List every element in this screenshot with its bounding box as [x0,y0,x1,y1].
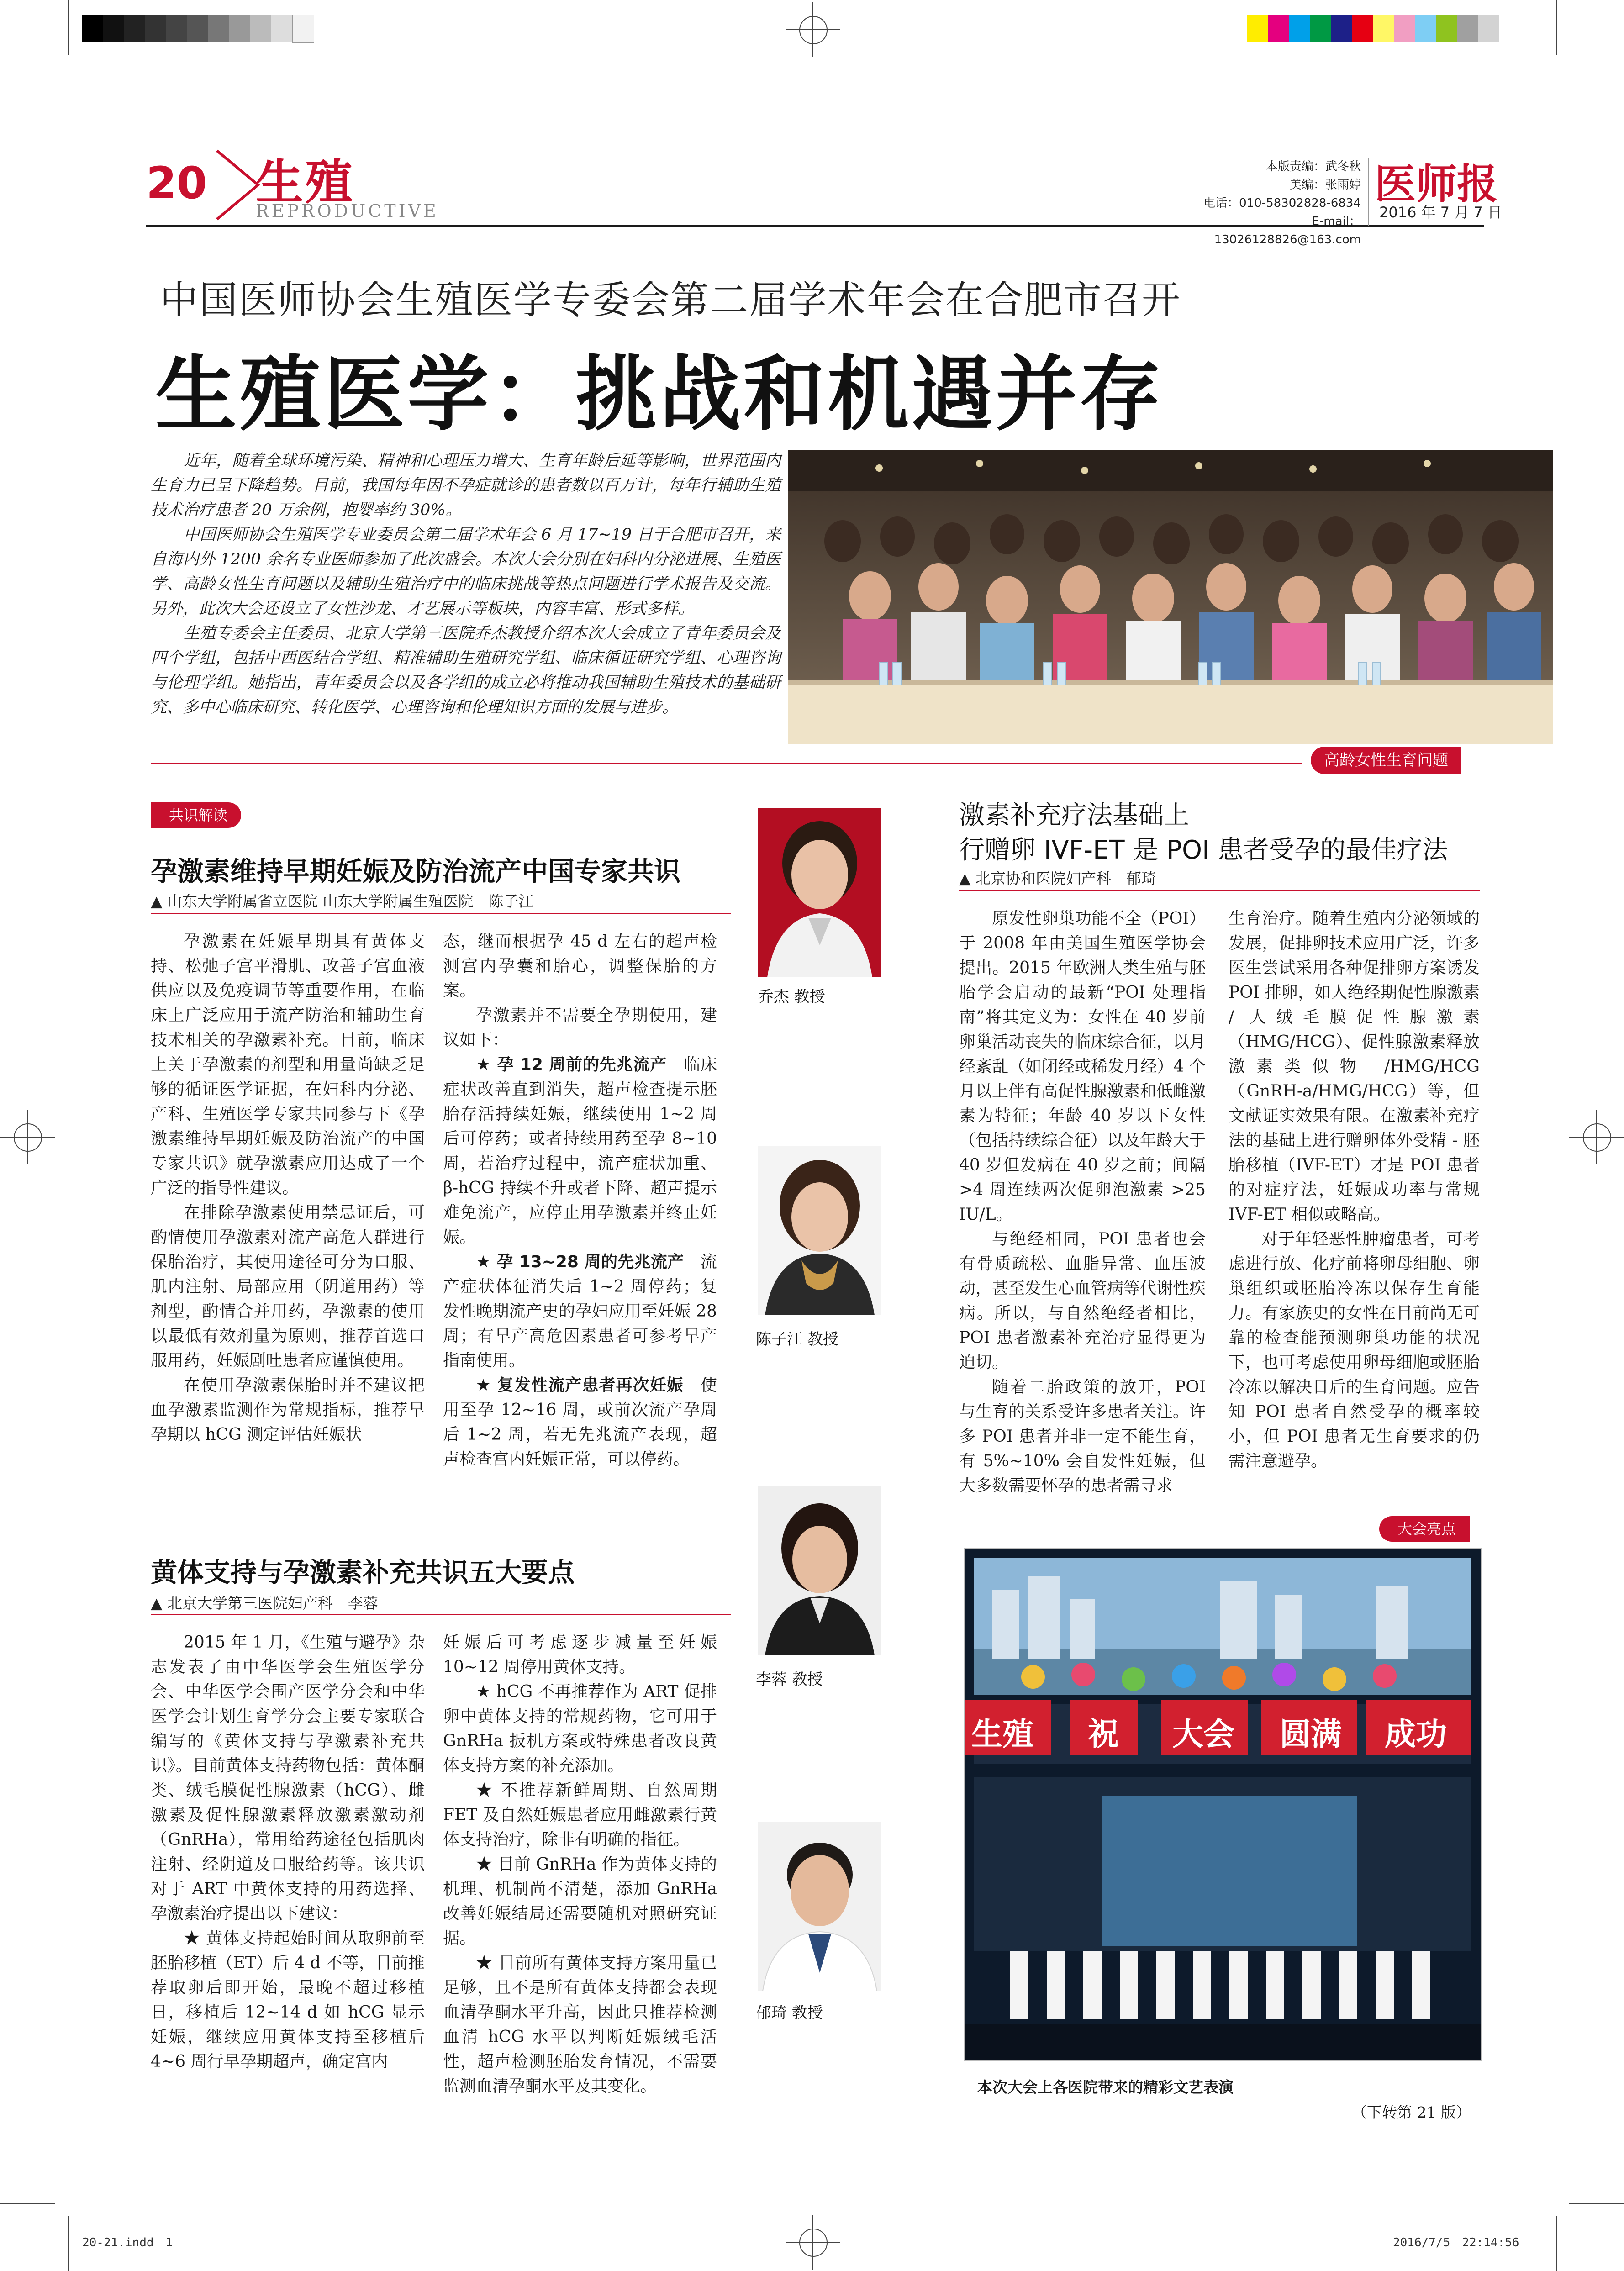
article-paragraph: 孕激素并不需要全孕期使用，建议如下： [443,1006,717,1049]
portrait-photo [758,1486,881,1655]
item-heading: ★ 孕 12 周前的先兆流产 [476,1055,667,1074]
lead-body [151,448,781,720]
color-bar [1247,15,1499,42]
file-slug: 20-21.indd 1 [82,2236,173,2250]
portrait-caption: 乔杰 教授 [758,988,825,1006]
portrait-caption: 陈子江 教授 [756,1330,838,1349]
item-body: 临床症状改善直到消失，超声检查提示胚胎存活持续妊娠，继续使用 1~2 周后可停药；或者持续用药至孕 8~10 周，若治疗过程中，流产症状加重、β-hCG 持续不升或者下降、超声提示难免流产，应停止用孕激素并终止妊娠。 [443,1055,717,1247]
item-heading: ★ 复发性流产患者再次妊娠 [476,1376,684,1395]
article-paragraph: 孕激素在妊娠早期具有黄体支持、松弛子宫平滑肌、改善子宫血液供应以及免疫调节等重要作用，在临床上广泛应用于流产防治和辅助生育技术相关的孕激素补充。目前，临床上关于孕激素的剂型和用量尚缺乏足够的循证医学证据，在妇科内分泌、产科、生殖医学专家共同参与下《孕激素维持早期妊娠及防治流产的中国专家共识》就孕激素应用达成了一个广泛的指导性建议。 [151,932,425,1197]
article-paragraph: 与绝经相同，POI 患者也会有骨质疏松、血脂异常、血压波动，甚至发生心血管病等代谢性疾病。所以，与自然绝经者相比，POI 患者激素补充治疗显得更为迫切。 [959,1230,1206,1372]
meta-divider [1368,158,1369,226]
stage-banner [965,1700,1481,1755]
registration-mark-top [786,2,840,57]
banner-text: 成功 [1385,1717,1447,1753]
banner-text: 圆满 [1280,1717,1342,1753]
registration-mark-left [0,1110,55,1164]
portrait-photo [758,1146,881,1315]
portrait-qiao-jie [758,808,881,977]
article-paragraph: 在排除孕激素使用禁忌证后，可酌情使用孕激素对流产高危人群进行保胎治疗，其使用途径可分为口服、肌内注射、局部应用（阴道用药）等剂型，酌情合并用药，孕激素的使用以最低有效剂量为原则，推荐首选口服用药，妊娠剧吐患者应谨慎使用。 [151,1203,425,1370]
trim-mark [1556,0,1557,55]
page-number: 20 [146,158,207,209]
article-paragraph: 对于年轻恶性肿瘤患者，可考虑进行放、化疗前将卵母细胞、卵巢组织或胚胎冷冻以保存生育能力。有家族史的女性在目前尚无可靠的检查能预测卵巢功能的状况下，也可考虑使用卵母细胞或胚胎冷冻以解决日后的生育问题。应告知 POI 患者自然受孕的概率较小，但 POI 患者无生育要求的仍需注意避孕。 [1229,1230,1480,1470]
item-heading: ★ 孕 13~28 周的先兆流产 [476,1253,684,1271]
banner-text: 祝 [1088,1717,1119,1753]
recommendation-item [443,1053,717,1250]
lead-paragraph: 中国医师协会生殖医学专业委员会第二届学术年会 6 月 17~19 日于合肥市召开，来自海内外 1200 余名专业医师参加了此次盛会。本次大会分别在妇科内分泌进展、生殖医学、高龄女性生育问题以及辅助生殖治疗中的临床挑战等热点问题进行学术报告及交流。另外，此次大会还设立了女性沙龙、才艺展示等板块，内容丰富、形式多样。 [151,526,781,618]
audience-illustration [788,450,1553,744]
portrait-photo [758,1822,881,1991]
recommendation-item [443,1373,717,1472]
item-body: 流产症状体征消失后 1~2 周停药；复发性晚期流产史的孕妇应用至妊娠 28 周；有早产高危因素患者可参考早产指南使用。 [443,1253,717,1370]
article3-rule [959,890,1480,891]
newspaper-logo: 医师报 [1375,160,1498,208]
portrait-chen-zijiang [758,1146,881,1315]
article2-column-2 [443,1630,717,2099]
section-title: 生殖 [256,154,355,210]
article-paragraph: ★ 不推荐新鲜周期、自然周期 FET 及自然妊娠患者应用雌激素行黄体支持治疗，除非有明确的指征。 [443,1781,717,1849]
trim-mark [68,0,69,55]
print-timestamp: 2016/7/5 22:14:56 [1393,2236,1519,2250]
item-body: 使用至孕 12~16 周，或前次流产孕周后 1~2 周，若无先兆流产表现，超声检查宫内妊娠正常，可以停药。 [443,1376,717,1469]
registration-mark-bottom [786,2215,840,2270]
article1-column-2 [443,929,717,1472]
section-tag-consensus: 共识解读 [151,802,241,828]
banner-text: 大会 [1172,1717,1235,1753]
article-paragraph: 原发性卵巢功能不全（POI）于 2008 年由美国生殖医学协会提出。2015 年欧洲人类生殖与胚胎学会启动的最新“POI 处理指南”将其定义为：女性在 40 岁前卵巢活动丧失的临床综合征，以月经紊乱（如闭经或稀发月经）4 个月以上伴有高促性腺激素和低雌激素为特征；年龄 40 岁以下女性（包括持续综合征）以及年龄大于 40 岁但发病在 40 岁之前；间隔 >4 周连续两次促卵泡激素 >25 IU/L。 [959,909,1206,1224]
issue-date: 2016 年 7 月 7 日 [1379,204,1503,221]
portrait-li-rong [758,1486,881,1655]
trim-mark [1556,2216,1557,2271]
contact-phone: 电话：010-58302828-6834 [1203,196,1361,210]
photo-topic-tag: 高龄女性生育问题 [1311,747,1461,774]
portrait-caption: 李蓉 教授 [756,1670,823,1689]
article1-title: 孕激素维持早期妊娠及防治流产中国专家共识 [151,856,681,887]
section-tag-highlight: 大会亮点 [1379,1516,1470,1542]
trim-mark [0,2203,55,2204]
lead-paragraph: 生殖专委会主任委员、北京大学第三医院乔杰教授介绍本次大会成立了青年委员会及四个学组，包括中西医结合学组、精准辅助生殖研究学组、临床循证研究学组、心理咨询与伦理学组。她指出，青年委员会以及各学组的成立必将推动我国辅助生殖技术的基础研究、多中心临床研究、转化医学、心理咨询和伦理知识方面的发展与进步。 [151,624,781,717]
portrait-yu-qi [758,1822,881,1991]
article-paragraph: 态，继而根据孕 45 d 左右的超声检测宫内孕囊和胎心，调整保胎的方案。 [443,932,717,1000]
article2-byline: ▲ 北京大学第三医院妇产科 李蓉 [151,1594,378,1612]
registration-mark-right [1569,1110,1624,1164]
trim-mark [68,2216,69,2271]
grayscale-bar [82,15,314,42]
performance-photo [964,1548,1482,2061]
article-paragraph: 随着二胎政策的放开，POI 与生育的关系受许多患者关注。许多 POI 患者并非一定不能生育，有 5%~10% 会自发性妊娠，但大多数需要怀孕的患者需寻求 [959,1378,1206,1495]
article1-column-1 [151,929,425,1447]
article3-title-line2: 行赠卵 IVF-ET 是 POI 患者受孕的最佳疗法 [959,835,1448,865]
article3-column-2 [1229,906,1480,1474]
portrait-photo [758,808,881,977]
article2-title: 黄体支持与孕激素补充共识五大要点 [151,1557,575,1588]
continued-note: （下转第 21 版） [1352,2103,1471,2121]
designer-name: 美编：张雨婷 [1289,178,1361,192]
stage-illustration [965,1549,1481,2060]
trim-mark [1569,2203,1624,2204]
article-paragraph: 妊娠后可考虑逐步减量至妊娠 10~12 周停用黄体支持。 [443,1633,717,1676]
article3-column-1 [959,906,1206,1498]
article-paragraph: 2015 年 1 月，《生殖与避孕》杂志发表了由中华医学会生殖医学分会、中华医学会围产医学分会和中华医学会计划生育学分会主要专家联合编写的《黄体支持与孕激素补充共识》。目前黄体支持药物包括：黄体酮类、绒毛膜促性腺激素（hCG）、雌激素及促性腺激素释放激素激动剂（GnRHa），常用给药途径包括肌肉注射、经阴道及口服给药等。该共识对于 ART 中黄体支持的用药选择、孕激素治疗提出以下建议： [151,1633,425,1923]
article1-byline: ▲ 山东大学附属省立医院 山东大学附属生殖医院 陈子江 [151,892,534,910]
lead-kicker: 中国医师协会生殖医学专委会第二届学术年会在合肥市召开 [160,278,1181,322]
portrait-caption: 郁琦 教授 [756,2004,823,2022]
recommendation-item [443,1250,717,1373]
contact-email: E-mail：13026128826@163.com [1214,215,1361,247]
article-paragraph: ★ 黄体支持起始时间从取卵前至胚胎移植（ET）后 4 d 不等，目前推荐取卵后即开始，最晚不超过移植日，移植后 12~14 d 如 hCG 显示妊娠，继续应用黄体支持至移植后 4~6 周行早孕期超声，确定宫内 [151,1929,425,2071]
article-paragraph: ★ hCG 不再推荐作为 ART 促排卵中黄体支持的常规药物，它可用于 GnRHa 扳机方案或特殊患者改良黄体支持方案的补充添加。 [443,1682,717,1775]
article3-byline: ▲ 北京协和医院妇产科 郁琦 [959,869,1156,887]
article-paragraph: ★ 目前 GnRHa 作为黄体支持的机理、机制尚不清楚，添加 GnRHa 改善妊娠结局还需要随机对照研究证据。 [443,1855,717,1948]
banner-text: 生殖 [971,1717,1034,1753]
lead-headline: 生殖医学：挑战和机遇并存 [155,347,1164,442]
article-paragraph: ★ 目前所有黄体支持方案用量已足够，且不是所有黄体支持都会表现血清孕酮水平升高，因此只推荐检测血清 hCG 水平以判断妊娠绒毛活性，超声检测胚胎发育情况，不需要监测血清孕酮水平及其变化。 [443,1954,717,2096]
editor-name: 本版责编：武冬秋 [1265,160,1361,174]
editor-info [1169,158,1361,249]
performance-caption: 本次大会上各医院带来的精彩文艺表演 [977,2078,1234,2096]
conference-audience-photo [788,450,1553,744]
article-paragraph: 生育治疗。随着生殖内分泌领域的发展，促排卵技术应用广泛，许多医生尝试采用各种促排卵方案诱发 POI 排卵，如人绝经期促性腺激素 / 人绒毛膜促性腺激素（HMG/HCG）、促性腺激素释放激素类似物 /HMG/HCG（GnRH-a/HMG/HCG）等，但文献证实效果有限。在激素补充疗法的基础上进行赠卵体外受精 - 胚胎移植（IVF-ET）才是 POI 患者的对症疗法，妊娠成功率与常规 IVF-ET 相似或略高。 [1229,909,1480,1224]
lead-paragraph: 近年，随着全球环境污染、精神和心理压力增大、生育年龄后延等影响，世界范围内生育力已呈下降趋势。目前，我国每年因不孕症就诊的患者数以百万计，每年行辅助生殖技术治疗患者 20 万余例，抱婴率约 30%。 [151,452,781,519]
article2-rule [151,1614,731,1615]
section-divider [151,763,1302,764]
article-paragraph: 在使用孕激素保胎时并不建议把血孕激素监测作为常规指标，推荐早孕期以 hCG 测定评估妊娠状 [151,1376,425,1444]
article3-title [959,798,1448,868]
section-title-en: REPRODUCTIVE [256,201,439,221]
article2-column-1 [151,1630,425,2074]
article1-rule [151,913,731,914]
article3-title-line1: 激素补充疗法基础上 [959,801,1189,830]
